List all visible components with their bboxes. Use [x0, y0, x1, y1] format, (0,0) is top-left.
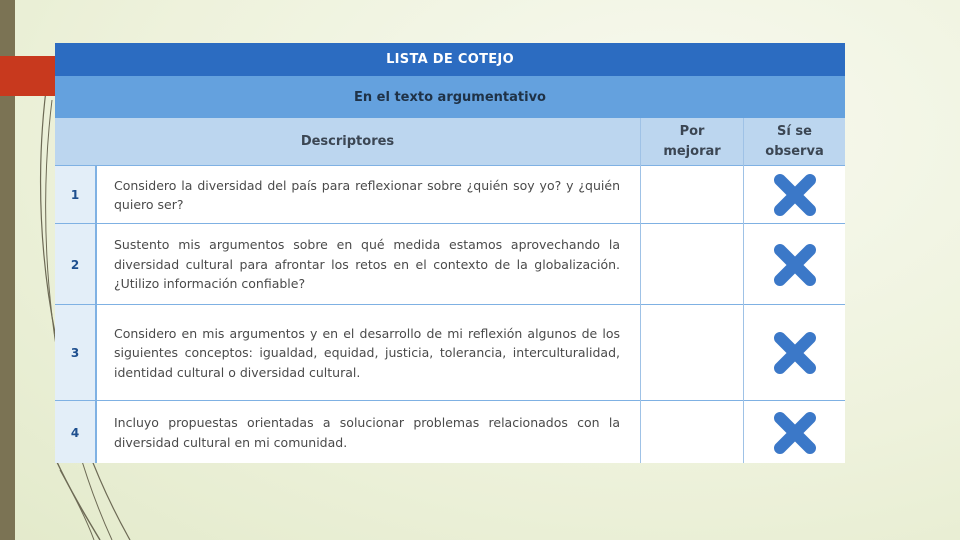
slide-accent-tab	[0, 56, 56, 96]
table-row	[55, 165, 845, 224]
row-number: 3	[55, 305, 95, 401]
row-descriptor: Considero en mis argumentos y en el desarrollo de mi reflexión algunos de los siguientes conceptos: igualdad, equidad, justicia, tolerancia, interculturalidad, identidad cultural o diversidad cultural.	[114, 325, 620, 380]
checklist-subtitle: En el texto argumentativo	[55, 76, 845, 118]
row-number: 2	[55, 224, 95, 305]
header-si-se-observa-label: Sí se observa	[765, 123, 824, 159]
row-number: 4	[55, 401, 95, 463]
column-divider	[743, 118, 744, 463]
row-por-mejorar-cell[interactable]	[641, 224, 743, 305]
row-por-mejorar-cell[interactable]	[641, 305, 743, 401]
row-si-se-observa-cell[interactable]	[744, 224, 845, 305]
x-mark-icon	[771, 329, 819, 377]
column-divider	[640, 118, 641, 463]
row-descriptor: Incluyo propuestas orientadas a solucionar problemas relacionados con la diversidad cultural en mi comunidad.	[114, 415, 620, 450]
checklist-table	[55, 43, 845, 463]
table-row	[55, 304, 845, 401]
row-por-mejorar-cell[interactable]	[641, 166, 743, 224]
header-por-mejorar	[641, 118, 743, 165]
x-mark-icon	[771, 171, 819, 219]
row-si-se-observa-cell[interactable]	[744, 305, 845, 401]
table-row	[55, 400, 845, 463]
table-row	[55, 223, 845, 305]
header-por-mejorar-label: Por mejorar	[663, 123, 721, 159]
x-mark-icon	[771, 241, 819, 289]
row-descriptor: Sustento mis argumentos sobre en qué medida estamos aprovechando la diversidad cultural para afrontar los retos en el contexto de la globalización. ¿Utilizo información confiable?	[114, 237, 620, 292]
row-si-se-observa-cell[interactable]	[744, 401, 845, 463]
x-mark-icon	[771, 409, 819, 457]
row-por-mejorar-cell[interactable]	[641, 401, 743, 463]
row-si-se-observa-cell[interactable]	[744, 166, 845, 224]
row-number: 1	[55, 166, 95, 224]
header-descriptores: Descriptores	[55, 118, 640, 165]
checklist-title: LISTA DE COTEJO	[55, 43, 845, 76]
header-si-se-observa	[744, 118, 845, 165]
row-descriptor: Considero la diversidad del país para reflexionar sobre ¿quién soy yo? y ¿quién quiero ser?	[114, 177, 620, 212]
